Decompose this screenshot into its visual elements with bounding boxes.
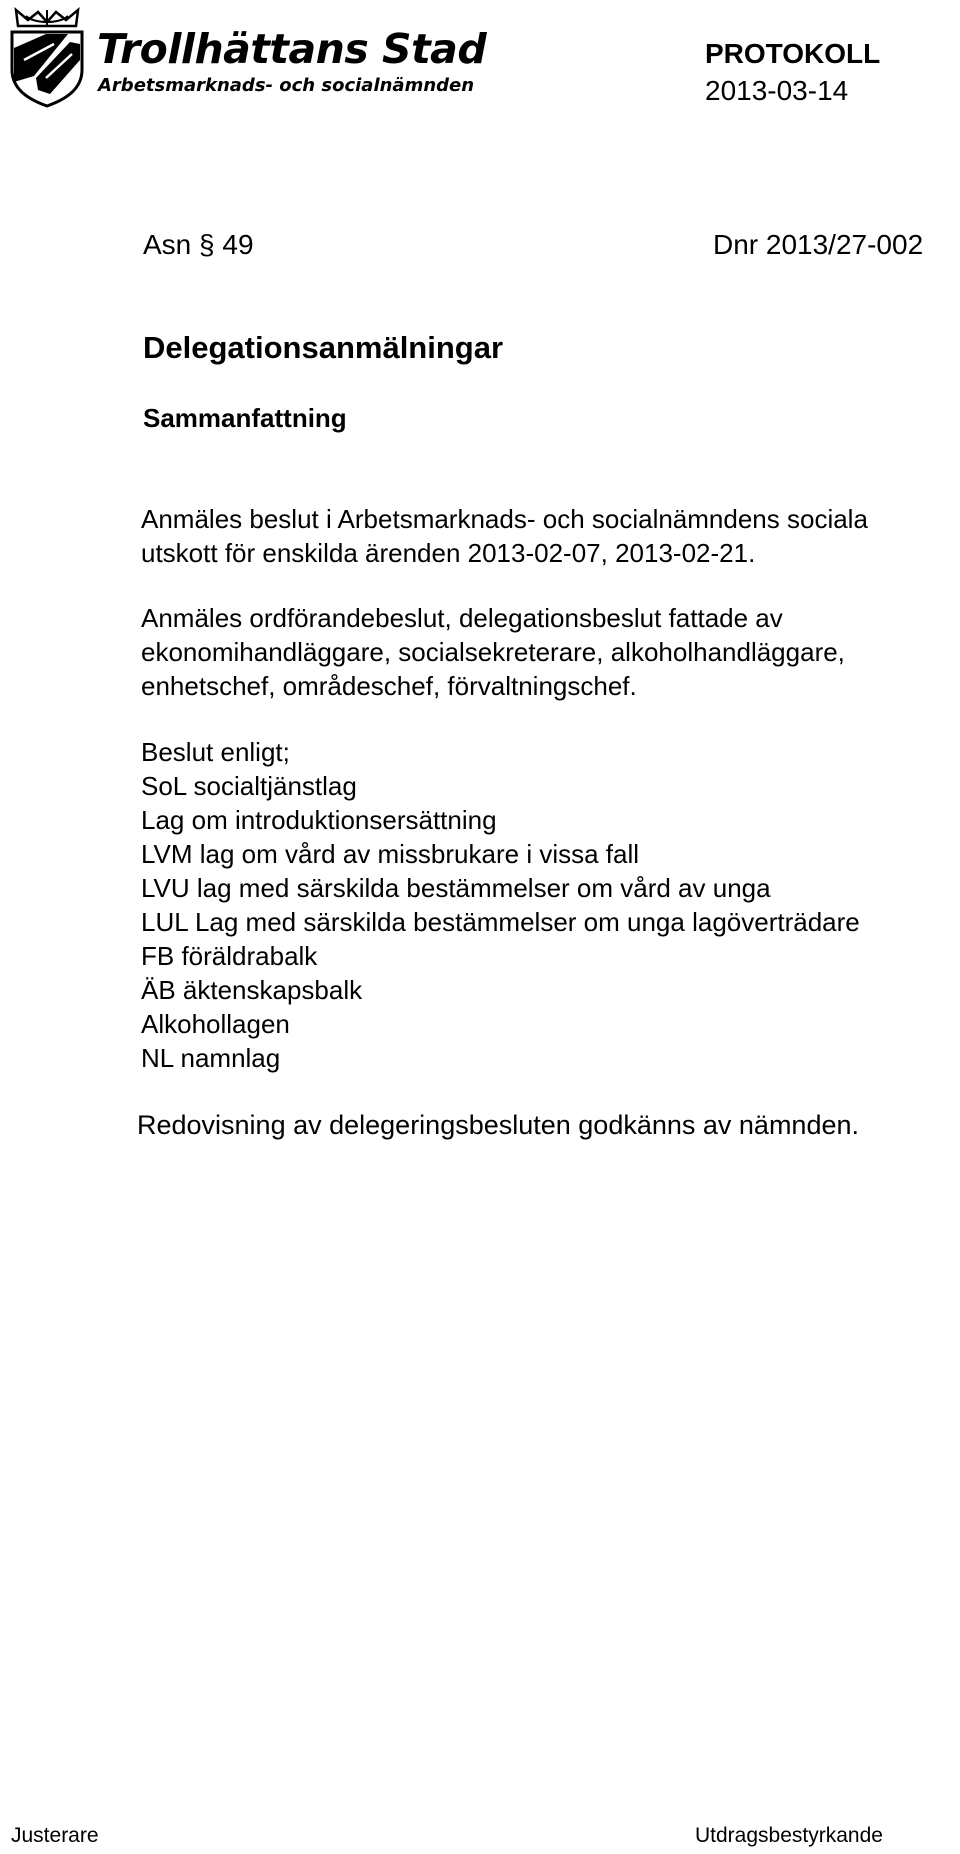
registration-number: Dnr 2013/27-002	[713, 229, 924, 260]
document-type: PROTOKOLL	[705, 38, 881, 69]
text-line: Anmäles beslut i Arbetsmarknads- och socialnämndens sociala	[141, 504, 868, 534]
decision-text: Redovisning av delegeringsbesluten godkänns av nämnden.	[137, 1110, 859, 1140]
section-heading: Sammanfattning	[143, 403, 347, 433]
list-item: LVM lag om vård av missbrukare i vissa fall	[141, 839, 640, 869]
department-name: Arbetsmarknads- och socialnämnden	[98, 75, 475, 96]
text-line: enhetschef, områdeschef, förvaltningschef.	[141, 671, 637, 701]
laws-list	[141, 735, 860, 1075]
laws-intro: Beslut enligt;	[141, 737, 290, 767]
list-item: FB föräldrabalk	[141, 941, 318, 971]
paragraph-reference: Asn § 49	[143, 229, 254, 260]
list-item: ÄB äktenskapsbalk	[141, 975, 363, 1005]
page-title: Delegationsanmälningar	[143, 330, 504, 365]
list-item: LUL Lag med särskilda bestämmelser om unga lagöverträdare	[141, 907, 860, 937]
list-item: Alkohollagen	[141, 1009, 290, 1039]
document-date: 2013-03-14	[705, 75, 849, 106]
summary-paragraph-1	[141, 502, 868, 570]
summary-paragraph-2	[141, 601, 845, 703]
list-item: NL namnlag	[141, 1043, 281, 1073]
text-line: Anmäles ordförandebeslut, delegationsbeslut fattade av	[141, 603, 783, 633]
footer-utdragsbestyrkande: Utdragsbestyrkande	[695, 1824, 883, 1847]
list-item: LVU lag med särskilda bestämmelser om vård av unga	[141, 873, 771, 903]
text-line: utskott för enskilda ärenden 2013-02-07, 2013-02-21.	[141, 538, 756, 568]
list-item: Lag om introduktionsersättning	[141, 805, 497, 835]
list-item: SoL socialtjänstlag	[141, 771, 357, 801]
footer-justerare: Justerare	[11, 1824, 99, 1847]
organization-name: Trollhättans Stad	[97, 25, 487, 73]
text-line: ekonomihandläggare, socialsekreterare, alkoholhandläggare,	[141, 637, 845, 667]
coat-of-arms-icon	[6, 4, 88, 108]
